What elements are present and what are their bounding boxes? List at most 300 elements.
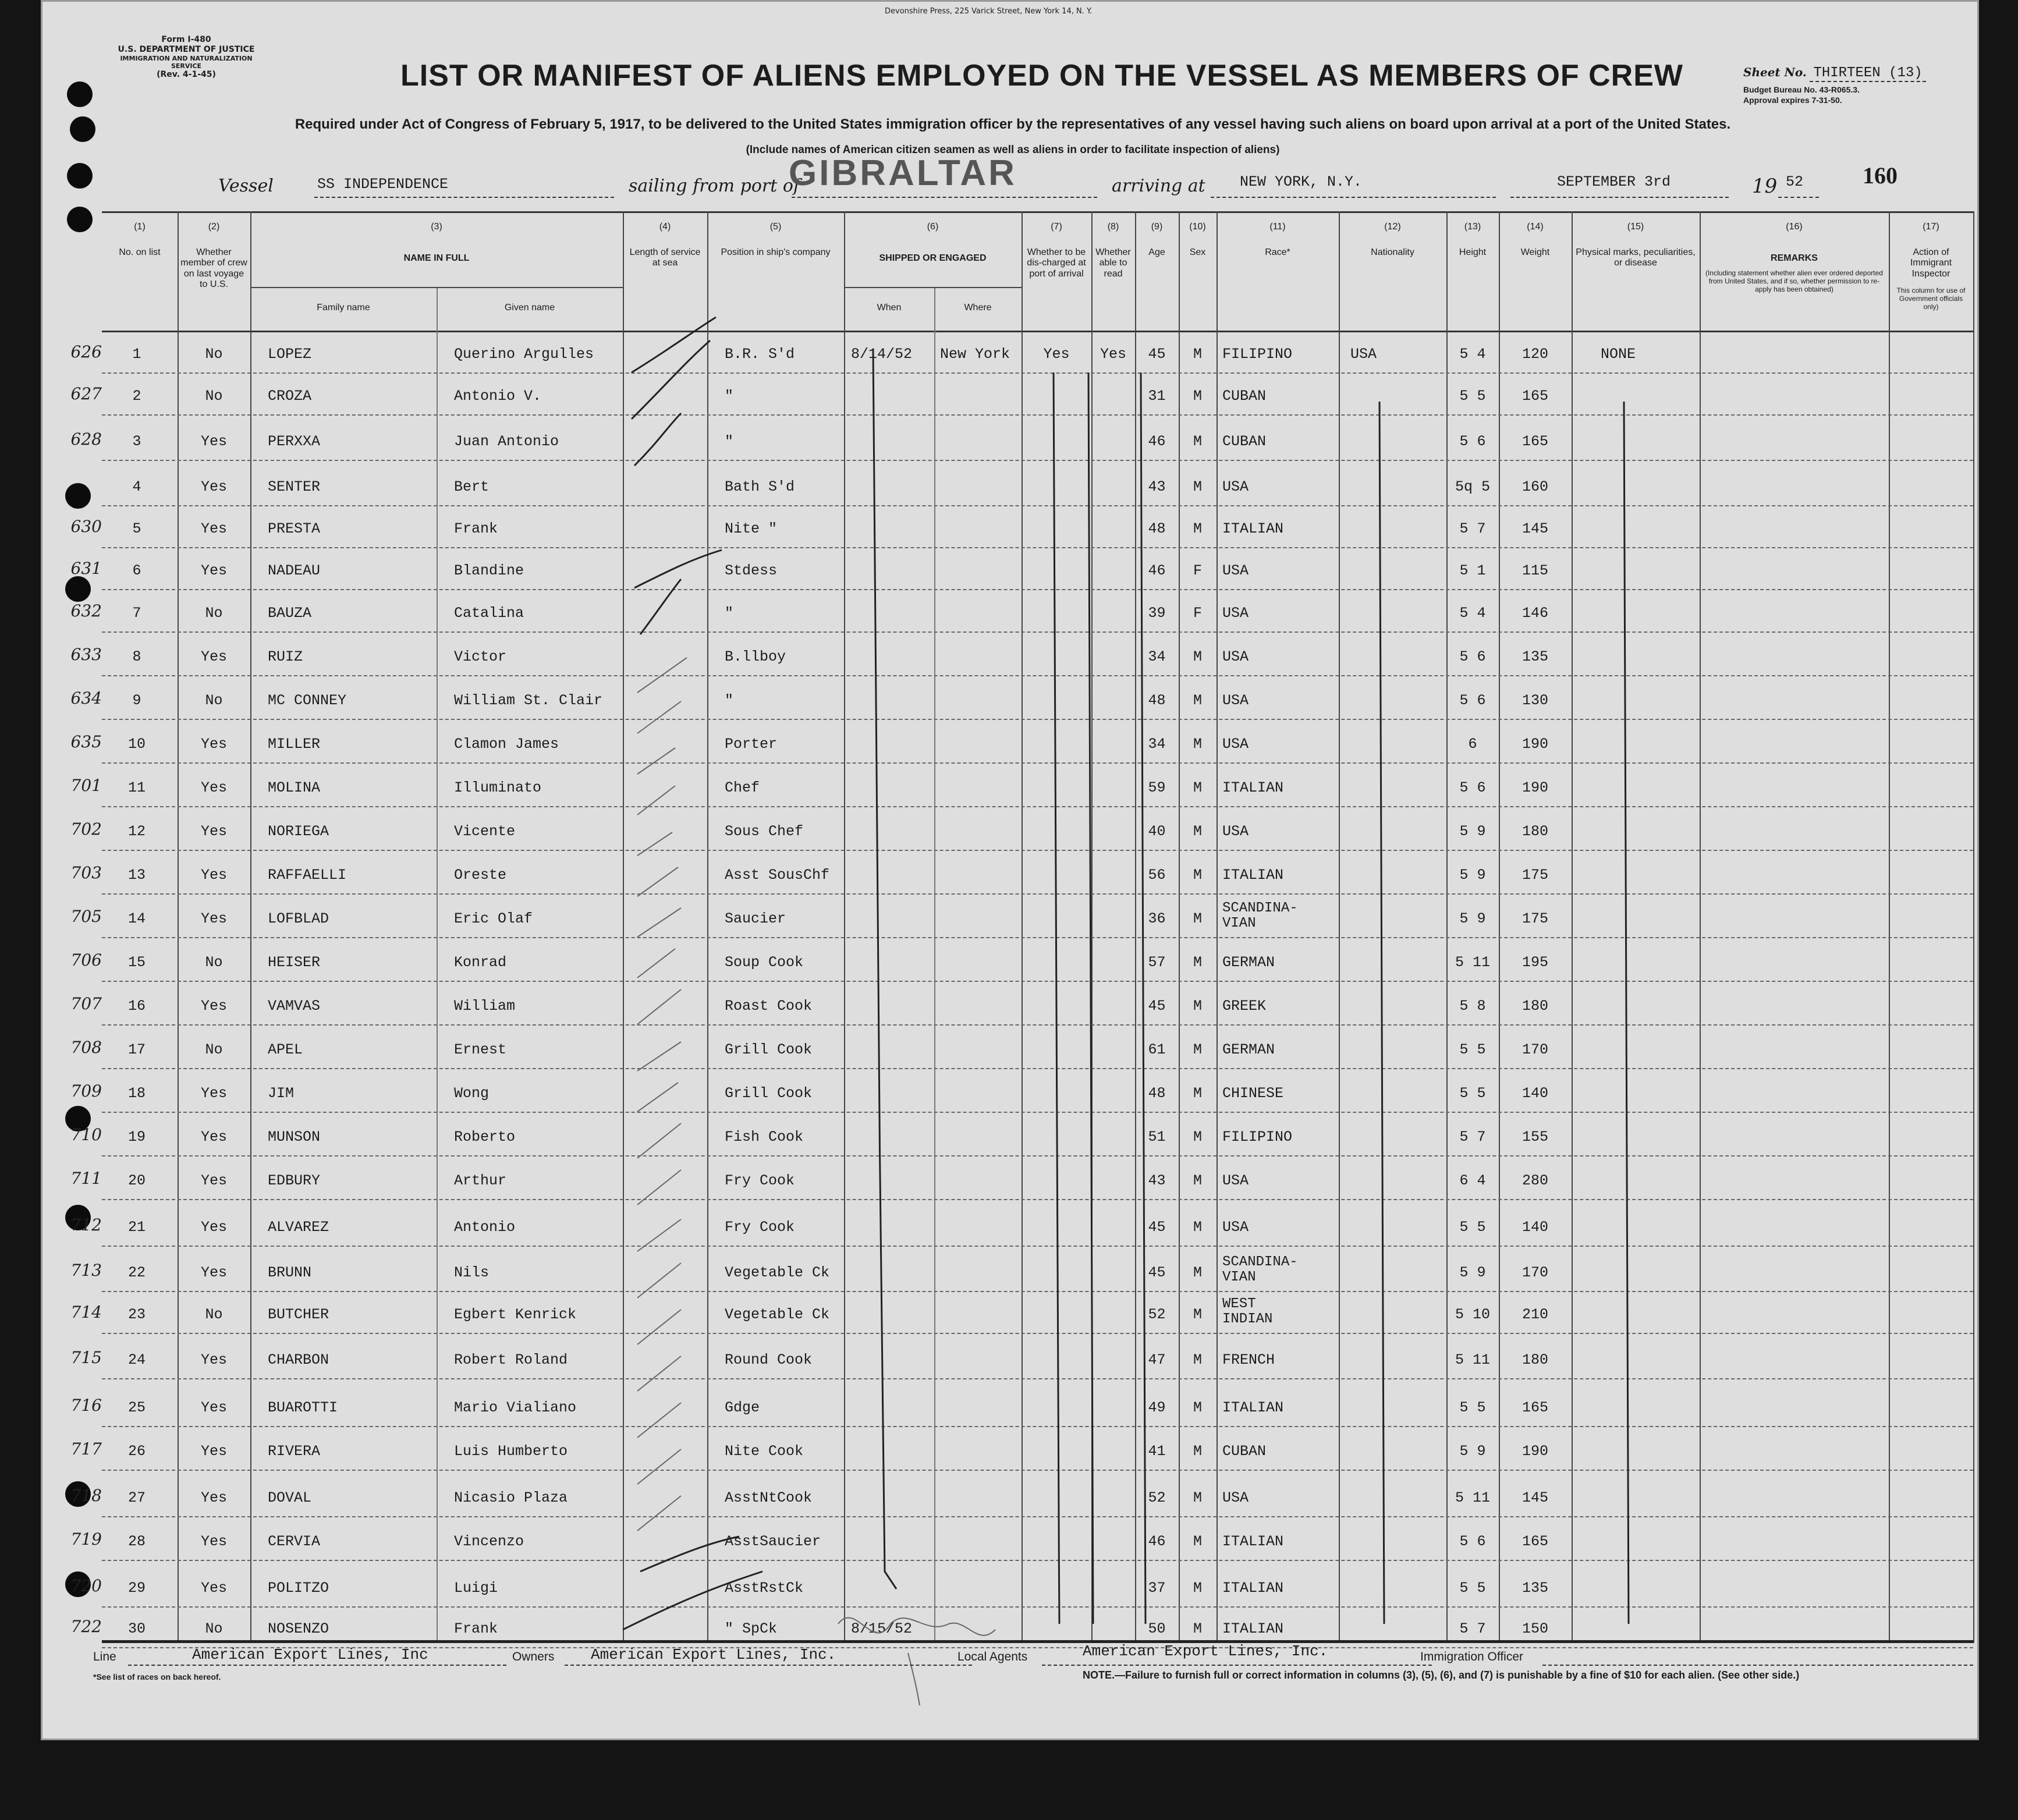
cell-family: CROZA (268, 388, 312, 405)
cell-no: 29 (127, 1580, 146, 1597)
cell-prev: No (205, 1041, 223, 1058)
cell-weight: 135 (1522, 1580, 1548, 1597)
cell-pos: Round Cook (725, 1351, 813, 1368)
handwritten-ref-number: 712 (70, 1215, 102, 1234)
cell-age: 40 (1148, 823, 1166, 840)
cell-given: Nicasio Plaza (454, 1489, 568, 1506)
cell-weight: 165 (1522, 433, 1548, 450)
cell-height: 5 10 (1455, 1306, 1490, 1323)
column-header: Race* (1265, 247, 1290, 257)
cell-no: 1 (132, 346, 141, 363)
cell-race: ITALIAN (1222, 1580, 1284, 1597)
race-line-2: VIAN (1222, 916, 1256, 932)
cell-sex: M (1193, 1172, 1202, 1189)
cell-age: 46 (1148, 433, 1166, 450)
cell-family: BAUZA (268, 605, 312, 622)
cell-no: 14 (127, 910, 146, 927)
cell-age: 45 (1148, 1219, 1166, 1236)
cell-race: USA (1222, 562, 1249, 579)
cell-sex: M (1193, 910, 1202, 927)
cell-prev: Yes (200, 478, 227, 495)
column-header: No. on list (119, 247, 161, 257)
cell-given: Vincenzo (454, 1533, 524, 1550)
cell-no: 17 (127, 1041, 146, 1058)
cell-race: USA (1222, 605, 1249, 622)
cell-age: 52 (1148, 1306, 1166, 1323)
cell-weight: 180 (1522, 998, 1548, 1014)
cell-race: ITALIAN (1222, 1620, 1284, 1637)
cell-given: Oreste (454, 867, 507, 884)
cell-no: 9 (132, 692, 141, 709)
cell-given: Egbert Kenrick (454, 1306, 577, 1323)
column-number: (6) (927, 222, 939, 232)
cell-given: Frank (454, 1620, 498, 1637)
cell-prev: Yes (200, 1489, 227, 1506)
cell-prev: No (205, 692, 223, 709)
column-number: (4) (659, 222, 671, 232)
cell-age: 43 (1148, 478, 1166, 495)
column-header: Height (1459, 247, 1487, 257)
column-number: (16) (1786, 222, 1803, 232)
budget-number: Budget Bureau No. 43-R065.3. (1743, 85, 1860, 94)
sheet-number: THIRTEEN (13) (1810, 65, 1925, 82)
cell-sex: F (1193, 562, 1202, 579)
cell-sex: M (1193, 1533, 1202, 1550)
cell-sex: F (1193, 605, 1202, 622)
cell-race: GERMAN (1222, 954, 1275, 971)
page-number: 160 (1863, 162, 1898, 189)
cell-sex: M (1193, 823, 1202, 840)
cell-weight: 160 (1522, 478, 1548, 495)
cell-pos: " (725, 605, 734, 622)
cell-height: 5 4 (1459, 346, 1486, 363)
column-number: (3) (431, 222, 442, 232)
cell-no: 8 (132, 648, 141, 665)
cell-prev: Yes (200, 1129, 227, 1145)
cell-age: 59 (1148, 779, 1166, 796)
cell-prev: Yes (200, 910, 227, 927)
column-header: Weight (1520, 247, 1550, 257)
race-line-1: SCANDINA- (1222, 900, 1298, 916)
column-number: (1) (134, 222, 146, 232)
approval-expiry: Approval expires 7-31-50. (1743, 95, 1842, 105)
handwritten-ref-number: 722 (70, 1617, 102, 1636)
handwritten-ref-number: 706 (70, 950, 102, 970)
cell-given: Eric Olaf (454, 910, 533, 927)
cell-family: POLITZO (268, 1580, 329, 1597)
sheet-label: Sheet No. (1743, 65, 1807, 79)
cell-sex: M (1193, 1489, 1202, 1506)
cell-race: USA (1222, 1219, 1249, 1236)
cell-no: 5 (132, 520, 141, 537)
cell-height: 5 9 (1459, 1443, 1486, 1460)
cell-family: BRUNN (268, 1264, 312, 1281)
cell-no: 4 (132, 478, 141, 495)
cell-family: NORIEGA (268, 823, 329, 840)
cell-weight: 190 (1522, 1443, 1548, 1460)
cell-weight: 195 (1522, 954, 1548, 971)
cell-age: 48 (1148, 520, 1166, 537)
handwritten-ref-number: 710 (70, 1125, 102, 1144)
cell-family: EDBURY (268, 1172, 321, 1189)
cell-family: SENTER (268, 478, 321, 495)
cell-prev: Yes (200, 779, 227, 796)
column-number: (13) (1464, 222, 1481, 232)
column-number: (8) (1107, 222, 1119, 232)
cell-given: William (454, 998, 516, 1014)
column-header: Whether able to read (1095, 247, 1131, 279)
cell-no: 26 (127, 1443, 146, 1460)
cell-height: 5 4 (1459, 605, 1486, 622)
cell-age: 61 (1148, 1041, 1166, 1058)
cell-family: BUTCHER (268, 1306, 329, 1323)
cell-given: Victor (454, 648, 507, 665)
cell-sex: M (1193, 692, 1202, 709)
manifest-sheet (41, 0, 1979, 1740)
race-line-1: WEST (1222, 1296, 1256, 1312)
sailing-label: sailing from port of (629, 176, 800, 196)
cell-family: LOPEZ (268, 346, 312, 363)
cell-weight: 140 (1522, 1219, 1548, 1236)
cell-sex: M (1193, 1219, 1202, 1236)
cell-pos: Asst SousChf (725, 867, 830, 884)
cell-prev: Yes (200, 1443, 227, 1460)
owners: American Export Lines, Inc. (591, 1646, 836, 1663)
race-line-1: SCANDINA- (1222, 1254, 1298, 1270)
cell-age: 56 (1148, 867, 1166, 884)
cell-no: 15 (127, 954, 146, 971)
handwritten-ref-number: 707 (70, 994, 102, 1013)
cell-race: USA (1222, 823, 1249, 840)
cell-height: 5 6 (1459, 648, 1486, 665)
cell-height: 5 11 (1455, 954, 1490, 971)
line-label: Line (93, 1650, 116, 1663)
departure-port: GIBRALTAR (789, 153, 1017, 193)
cell-family: CHARBON (268, 1351, 329, 1368)
cell-pos: AsstNtCook (725, 1489, 813, 1506)
arrival-port: NEW YORK, N.Y. (1240, 173, 1363, 190)
form-number: Form I-480 (161, 35, 211, 44)
cell-weight: 146 (1522, 605, 1548, 622)
cell-no: 7 (132, 605, 141, 622)
cell-prev: Yes (200, 1399, 227, 1416)
cell-race: USA (1222, 1172, 1249, 1189)
cell-height: 5 7 (1459, 1620, 1486, 1637)
cell-prev: Yes (200, 1264, 227, 1281)
column-number: (12) (1384, 222, 1401, 232)
cell-family: MUNSON (268, 1129, 321, 1145)
handwritten-ref-number: 717 (70, 1439, 102, 1459)
cell-given: Luigi (454, 1580, 498, 1597)
cell-pos: Grill Cook (725, 1085, 813, 1102)
cell-prev: Yes (200, 648, 227, 665)
cell-pos: Saucier (725, 910, 786, 927)
cell-pos: " (725, 388, 734, 405)
cell-height: 5 6 (1459, 433, 1486, 450)
cell-race: CUBAN (1222, 1443, 1267, 1460)
handwritten-ref-number: 635 (70, 732, 102, 751)
cell-weight: 180 (1522, 823, 1548, 840)
cell-age: 46 (1148, 562, 1166, 579)
cell-pos: " SpCk (725, 1620, 778, 1637)
cell-no: 25 (127, 1399, 146, 1416)
cell-no: 30 (127, 1620, 146, 1637)
cell-no: 10 (127, 736, 146, 753)
cell-sex: M (1193, 998, 1202, 1014)
arrival-date: SEPTEMBER 3rd (1557, 173, 1671, 190)
cell-sex: M (1193, 1306, 1202, 1323)
cell-pos: Bath S'd (725, 478, 795, 495)
cell-pos: Gdge (725, 1399, 760, 1416)
shipped-where-header: Where (964, 303, 992, 313)
cell-height: 5 5 (1459, 1580, 1486, 1597)
cell-height: 5 9 (1459, 867, 1486, 884)
cell-race: USA (1222, 692, 1249, 709)
column-number: (15) (1627, 222, 1644, 232)
cell-no: 20 (127, 1172, 146, 1189)
cell-height: 5 5 (1459, 1219, 1486, 1236)
column-header: Age (1148, 247, 1165, 257)
cell-pos: Chef (725, 779, 760, 796)
cell-no: 19 (127, 1129, 146, 1145)
cell-age: 51 (1148, 1129, 1166, 1145)
cell-race: GREEK (1222, 998, 1267, 1014)
column-header: Length of service at sea (629, 247, 701, 268)
cell-prev: Yes (200, 1219, 227, 1236)
cell-family: ALVAREZ (268, 1219, 329, 1236)
column-header: Position in ship's company (721, 247, 831, 257)
cell-no: 23 (127, 1306, 146, 1323)
cell-nat: USA (1350, 346, 1377, 363)
cell-marks: NONE (1601, 346, 1636, 363)
cell-prev: Yes (200, 998, 227, 1014)
cell-weight: 130 (1522, 692, 1548, 709)
cell-family: CERVIA (268, 1533, 321, 1550)
service: IMMIGRATION AND NATURALIZATION SERVICE (120, 54, 253, 70)
cell-sex: M (1193, 520, 1202, 537)
cell-weight: 210 (1522, 1306, 1548, 1323)
cell-pos: B.llboy (725, 648, 786, 665)
cell-weight: 120 (1522, 346, 1548, 363)
column-header: Physical marks, peculiarities, or disease (1576, 247, 1696, 268)
department: U.S. DEPARTMENT OF JUSTICE (118, 44, 255, 54)
cell-given: Frank (454, 520, 498, 537)
cell-prev: No (205, 1306, 223, 1323)
handwritten-ref-number: 713 (70, 1261, 102, 1280)
cell-family: PRESTA (268, 520, 321, 537)
cell-race: FRENCH (1222, 1351, 1275, 1368)
cell-height: 5 6 (1459, 692, 1486, 709)
cell-height: 5 5 (1459, 1085, 1486, 1102)
cell-pos: Roast Cook (725, 998, 813, 1014)
cell-weight: 145 (1522, 520, 1548, 537)
cell-pos: Grill Cook (725, 1041, 813, 1058)
cell-weight: 165 (1522, 1533, 1548, 1550)
cell-given: Roberto (454, 1129, 516, 1145)
cell-sex: M (1193, 1443, 1202, 1460)
cell-race: CUBAN (1222, 433, 1267, 450)
cell-weight: 170 (1522, 1041, 1548, 1058)
cell-sex: M (1193, 1129, 1202, 1145)
cell-race: USA (1222, 736, 1249, 753)
cell-prev: No (205, 388, 223, 405)
cell-pos: AsstRstCk (725, 1580, 804, 1597)
penalty-note: NOTE.—Failure to furnish full or correct information in columns (3), (5), (6), and (7) is punishable by a fine of $10 for each alien. (See other side.) (1083, 1669, 1800, 1681)
cell-pos: Stdess (725, 562, 778, 579)
cell-age: 50 (1148, 1620, 1166, 1637)
handwritten-ref-number: 719 (70, 1530, 102, 1549)
cell-race: ITALIAN (1222, 779, 1284, 796)
cell-disch: Yes (1043, 346, 1070, 363)
cell-no: 13 (127, 867, 146, 884)
cell-family: JIM (268, 1085, 295, 1102)
cell-family: BUAROTTI (268, 1399, 338, 1416)
cell-age: 39 (1148, 605, 1166, 622)
cell-height: 5 5 (1459, 1399, 1486, 1416)
cell-given: Arthur (454, 1172, 507, 1189)
cell-age: 45 (1148, 346, 1166, 363)
cell-weight: 190 (1522, 736, 1548, 753)
cell-family: NADEAU (268, 562, 321, 579)
handwritten-ref-number: 701 (70, 776, 102, 795)
cell-weight: 280 (1522, 1172, 1548, 1189)
vessel-label: Vessel (218, 176, 274, 196)
cell-weight: 175 (1522, 867, 1548, 884)
cell-race: FILIPINO (1222, 346, 1293, 363)
year-suffix: 52 (1786, 173, 1804, 190)
form-subtitle: Required under Act of Congress of February 5, 1917, to be delivered to the United States immigration officer by the representatives of any vessel having such aliens on board upon arrival at a port of the United States. (295, 116, 1731, 132)
column-header: Sex (1189, 247, 1206, 257)
cell-weight: 170 (1522, 1264, 1548, 1281)
cell-prev: Yes (200, 1580, 227, 1597)
cell-race: ITALIAN (1222, 520, 1284, 537)
cell-given: Ernest (454, 1041, 507, 1058)
cell-no: 18 (127, 1085, 146, 1102)
handwritten-ref-number: 633 (70, 645, 102, 664)
cell-pos: AsstSaucier (725, 1533, 821, 1550)
cell-pos: " (725, 433, 734, 450)
cell-race: USA (1222, 478, 1249, 495)
cell-height: 6 4 (1459, 1172, 1486, 1189)
column-header: SHIPPED OR ENGAGED (879, 253, 987, 263)
cell-family: RAFFAELLI (268, 867, 347, 884)
family-name-header: Family name (317, 303, 370, 313)
cell-given: Antonio V. (454, 388, 542, 405)
cell-prev: Yes (200, 433, 227, 450)
cell-prev: Yes (200, 1533, 227, 1550)
cell-age: 52 (1148, 1489, 1166, 1506)
cell-given: Illuminato (454, 779, 542, 796)
cell-age: 45 (1148, 998, 1166, 1014)
cell-prev: No (205, 954, 223, 971)
officer-label: Immigration Officer (1420, 1650, 1523, 1663)
agents-label: Local Agents (957, 1650, 1028, 1663)
cell-race: ITALIAN (1222, 1533, 1284, 1550)
handwritten-ref-number: 711 (70, 1169, 102, 1188)
handwritten-ref-number: 627 (70, 384, 102, 403)
column-header: Whether member of crew on last voyage to U.S. (180, 247, 247, 290)
cell-prev: Yes (200, 736, 227, 753)
handwritten-ref-number: 628 (70, 430, 102, 449)
form-title: LIST OR MANIFEST OF ALIENS EMPLOYED ON THE VESSEL AS MEMBERS OF CREW (400, 59, 1683, 93)
cell-height: 5 9 (1459, 1264, 1486, 1281)
cell-no: 3 (132, 433, 141, 450)
cell-height: 5 9 (1459, 910, 1486, 927)
column-header: NAME IN FULL (403, 253, 470, 263)
cell-height: 5q 5 (1455, 478, 1490, 495)
column-header: Whether to be dis-charged at port of arrival (1027, 247, 1086, 279)
handwritten-ref-number: 718 (70, 1486, 102, 1505)
cell-given: Bert (454, 478, 490, 495)
cell-height: 6 (1468, 736, 1477, 753)
cell-pos: B.R. S'd (725, 346, 795, 363)
cell-height: 5 7 (1459, 520, 1486, 537)
cell-pos: Soup Cook (725, 954, 804, 971)
race-line-2: VIAN (1222, 1269, 1256, 1286)
cell-no: 24 (127, 1351, 146, 1368)
cell-age: 45 (1148, 1264, 1166, 1281)
cell-age: 37 (1148, 1580, 1166, 1597)
cell-sex: M (1193, 867, 1202, 884)
cell-sex: M (1193, 478, 1202, 495)
races-note: *See list of races on back hereof. (93, 1672, 221, 1681)
cell-pos: Fry Cook (725, 1172, 795, 1189)
cell-pos: Fry Cook (725, 1219, 795, 1236)
cell-given: Juan Antonio (454, 433, 559, 450)
handwritten-ref-number: 626 (70, 342, 102, 361)
cell-age: 34 (1148, 736, 1166, 753)
cell-weight: 165 (1522, 388, 1548, 405)
cell-given: Konrad (454, 954, 507, 971)
column-number: (2) (208, 222, 220, 232)
cell-weight: 175 (1522, 910, 1548, 927)
handwritten-ref-number: 631 (70, 559, 102, 578)
cell-family: VAMVAS (268, 998, 321, 1014)
handwritten-ref-number: 716 (70, 1396, 102, 1415)
cell-pos: Fish Cook (725, 1129, 804, 1145)
cell-prev: No (205, 605, 223, 622)
cell-sex: M (1193, 433, 1202, 450)
cell-age: 46 (1148, 1533, 1166, 1550)
cell-no: 2 (132, 388, 141, 405)
year-prefix: 19 (1752, 175, 1778, 198)
owners-label: Owners (512, 1650, 555, 1663)
cell-no: 22 (127, 1264, 146, 1281)
column-number: (11) (1269, 222, 1286, 232)
cell-pos: Vegetable Ck (725, 1264, 830, 1281)
given-name-header: Given name (504, 303, 555, 313)
cell-weight: 165 (1522, 1399, 1548, 1416)
cell-height: 5 7 (1459, 1129, 1486, 1145)
cell-age: 48 (1148, 1085, 1166, 1102)
cell-given: Catalina (454, 605, 524, 622)
cell-pos: Sous Chef (725, 823, 804, 840)
handwritten-ref-number: 709 (70, 1081, 102, 1101)
cell-sex: M (1193, 779, 1202, 796)
cell-sex: M (1193, 1580, 1202, 1597)
shipping-line: American Export Lines, Inc (192, 1646, 428, 1663)
handwritten-ref-number: 720 (70, 1576, 102, 1595)
cell-weight: 115 (1522, 562, 1548, 579)
cell-sex: M (1193, 736, 1202, 753)
cell-age: 47 (1148, 1351, 1166, 1368)
column-number: (10) (1189, 222, 1206, 232)
cell-given: Mario Vialiano (454, 1399, 577, 1416)
cell-prev: No (205, 346, 223, 363)
cell-given: Wong (454, 1085, 490, 1102)
column-header: Nationality (1371, 247, 1414, 257)
cell-where: New York (940, 346, 1010, 363)
